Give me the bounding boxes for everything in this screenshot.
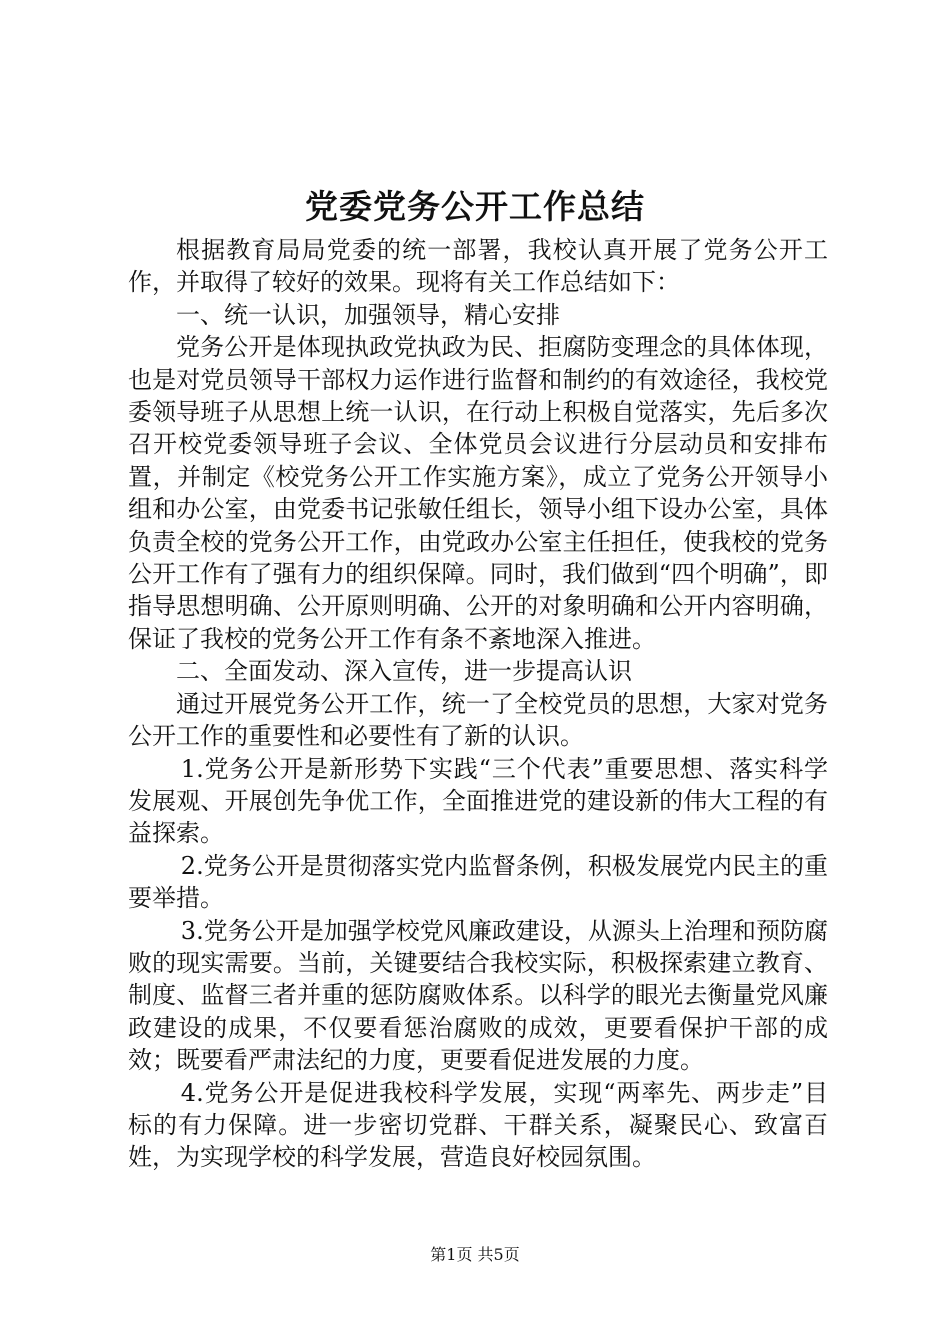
page-footer: 第1页 共5页 (430, 1245, 520, 1264)
section-2-paragraph: 通过开展党务公开工作，统一了全校党员的思想，大家对党务公开工作的重要性和必要性有了新的认识。 (128, 689, 828, 751)
list-item-4: 4.党务公开是促进我校科学发展，实现“两率先、两步走”目标的有力保障。进一步密切党群、干群关系，凝聚民心、致富百姓，为实现学校的科学发展，营造良好校园氛围。 (128, 1078, 828, 1172)
document-title: 党委党务公开工作总结 (305, 187, 645, 226)
list-item-2: 2.党务公开是贯彻落实党内监督条例，积极发展党内民主的重要举措。 (128, 851, 828, 913)
list-item-3: 3.党务公开是加强学校党风廉政建设，从源头上治理和预防腐败的现实需要。当前，关键要结合我校实际，积极探索建立教育、制度、监督三者并重的惩防腐败体系。以科学的眼光去衡量党风廉政建设的成果，不仅要看惩治腐败的成效，更要看保护干部的成效；既要看严肃法纪的力度，更要看促进发展的力度。 (128, 916, 828, 1075)
list-item-1: 1.党务公开是新形势下实践“三个代表”重要思想、落实科学发展观、开展创先争优工作，全面推进党的建设新的伟大工程的有益探索。 (128, 754, 828, 848)
intro-paragraph: 根据教育局局党委的统一部署，我校认真开展了党务公开工作，并取得了较好的效果。现将有关工作总结如下： (128, 236, 828, 297)
section-heading-1: 一、统一认识，加强领导，精心安排 (176, 300, 560, 329)
section-heading-2: 二、全面发动、深入宣传，进一步提高认识 (176, 657, 632, 686)
document-body (128, 234, 828, 1174)
section-1-paragraph: 党务公开是体现执政党执政为民、拒腐防变理念的具体体现，也是对党员领导干部权力运作进行监督和制约的有效途径，我校党委领导班子从思想上统一认识，在行动上积极自觉落实，先后多次召开校党委领导班子会议、全体党员会议进行分层动员和安排布置，并制定《校党务公开工作实施方案》，成立了党务公开领导小组和办公室，由党委书记张敏任组长，领导小组下设办公室，具体负责全校的党务公开工作，由党政办公室主任担任，使我校的党务公开工作有了强有力的组织保障。同时，我们做到“四个明确”，即指导思想明确、公开原则明确、公开的对象明确和公开内容明确，保证了我校的党务公开工作有条不紊地深入推进。 (128, 333, 828, 653)
